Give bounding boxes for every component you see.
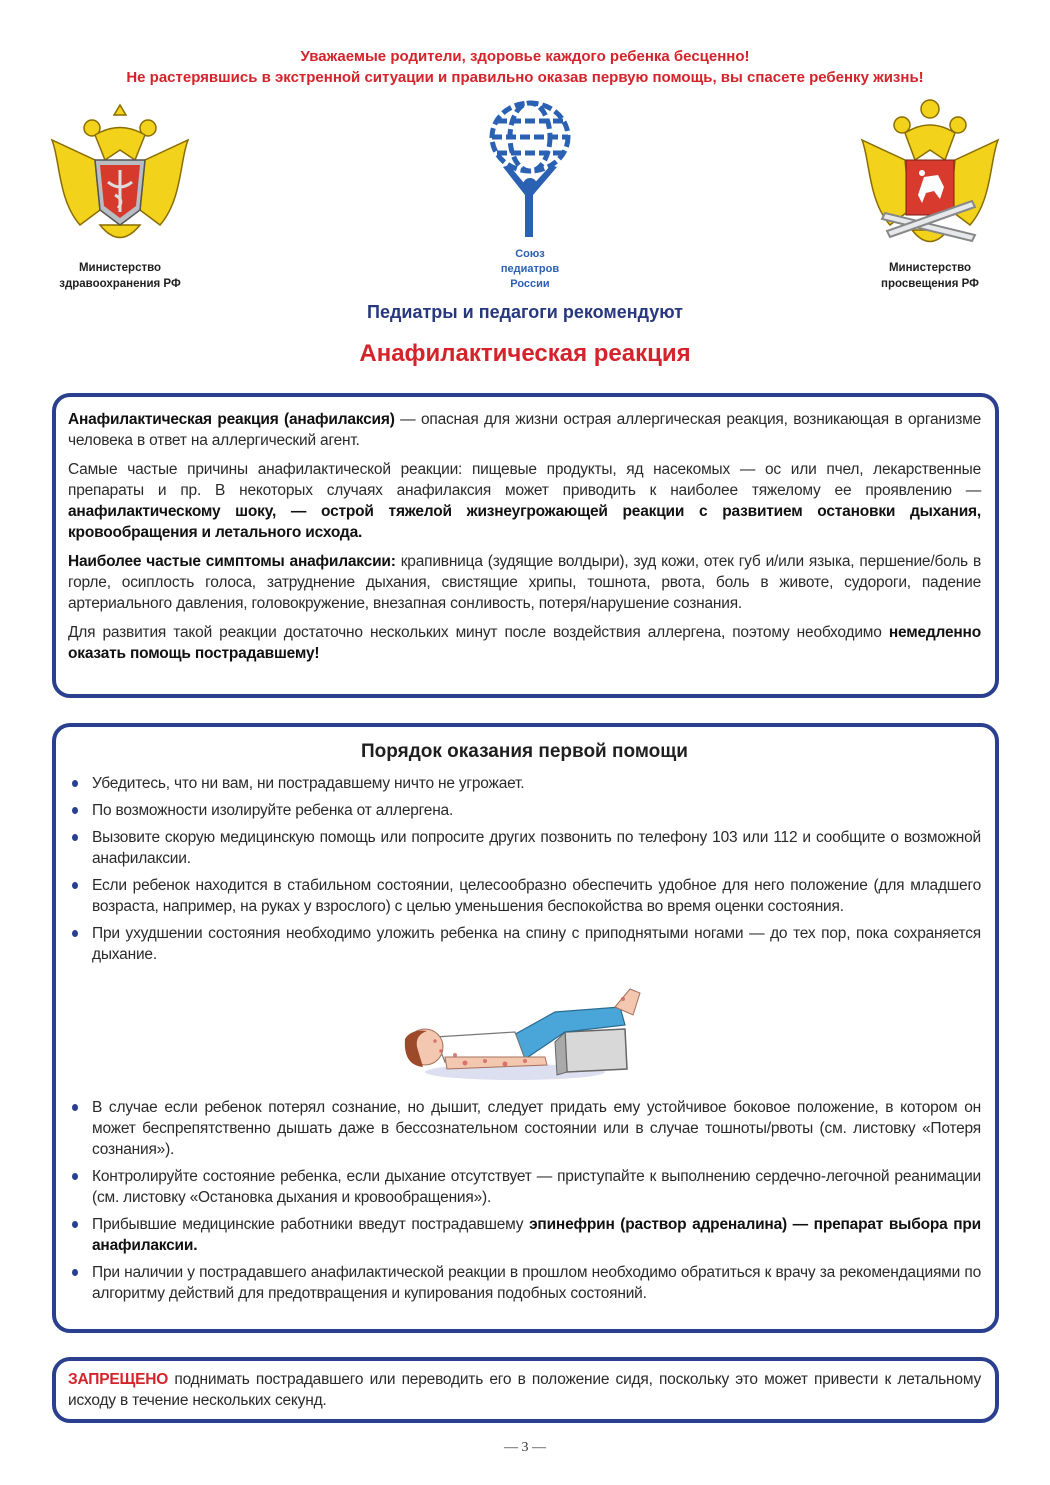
bullet-icon — [72, 1221, 78, 1228]
ministry-health-caption: Министерство здравоохранения РФ — [59, 262, 181, 290]
page-title: Анафилактическая реакция — [359, 340, 691, 367]
bullet-icon — [72, 1104, 78, 1111]
list-item: Вызовите скорую медицинскую помощь или попросите других позвонить по телефону 103 или 112 и сообщите о возможной анафилаксии. — [68, 827, 981, 869]
list-item: Контролируйте состояние ребенка, если дыхание отсутствует — приступайте к выполнению сердечно-легочной реанимации (см. листовку «Остановка дыхания и кровообращения»). — [68, 1166, 981, 1208]
warning-paragraph: ЗАПРЕЩЕНО поднимать пострадавшего или переводить его в положение сидя, поскольку это может привести к летальному исходу в течение нескольких секунд. — [68, 1371, 981, 1409]
list-item: Прибывшие медицинские работники введут пострадавшему эпинефрин (раствор адреналина) — препарат выбора при анафилаксии. — [68, 1214, 981, 1256]
first-aid-box — [52, 723, 999, 1333]
list-item: Убедитесь, что ни вам, ни пострадавшему ничто не угрожает. — [68, 773, 981, 794]
definition-paragraph: Анафилактическая реакция (анафилаксия) — опасная для жизни острая аллергическая реакция, возникающая в организме человека в ответ на аллергический агент. — [68, 411, 981, 449]
ministry-education-caption: Министерство просвещения РФ — [881, 262, 979, 290]
bullet-icon — [72, 780, 78, 787]
header-line-2: Не растерявшись в экстренной ситуации и правильно оказав первую помощь, вы спасете ребенку жизнь! — [126, 69, 924, 86]
list-item: В случае если ребенок потерял сознание, но дышит, следует придать ему устойчивое боковое положение, в котором он может беспрепятственно дышать даже в бессознательном состоянии или в случае тошноты/рвоты (см. листовку «Потеря сознания»). — [68, 1097, 981, 1160]
bullet-icon — [72, 834, 78, 841]
union-caption: Союз педиатров России — [500, 248, 560, 290]
first-aid-title: Порядок оказания первой помощи — [361, 741, 688, 762]
header-banner — [0, 46, 1050, 88]
warning-box — [52, 1357, 999, 1423]
header-line-1: Уважаемые родители, здоровье каждого ребенка бесценно! — [300, 48, 750, 65]
symptoms-paragraph: Наиболее частые симптомы анафилаксии: крапивница (зудящие волдыри), зуд кожи, отек губ и/или языка, першение/боль в горле, осиплость голоса, затруднение дыхания, свистящие хрипы, тошнота, рвота, боль в животе, судороги, падение артериального давления, головокружение, внезапная сонливость, потеря/нарушение сознания. — [68, 553, 981, 612]
list-item: При ухудшении состояния необходимо уложить ребенка на спину с приподнятыми ногами — до тех пор, пока сохраняется дыхание. — [68, 923, 981, 965]
double-headed-eagle-education-icon — [850, 95, 1010, 255]
info-box — [52, 393, 999, 698]
union-of-pediatricians-logo — [475, 97, 585, 297]
bullet-icon — [72, 807, 78, 814]
subtitle: Педиатры и педагоги рекомендуют — [367, 302, 683, 322]
causes-paragraph: Самые частые причины анафилактической реакции: пищевые продукты, яд насекомых — ос или пчел, лекарственные препараты и пр. В некоторых случаях анафилаксия может приводить к наиболее тяжелому ее проявлению — анафилактическому шоку, — острой тяжелой жизнеугрожающей реакции с развитием остановки дыхания, кровообращения и летального исхода. — [68, 461, 981, 541]
page-number: — 3 — — [504, 1440, 546, 1455]
raised-legs-position-illustration — [375, 977, 675, 1087]
list-item: Если ребенок находится в стабильном состоянии, целесообразно обеспечить удобное для него положение (для младшего возраста, например, на руках у взрослого) с целью уменьшения беспокойства во время оценки состояния. — [68, 875, 981, 917]
ministry-health-emblem — [40, 100, 200, 300]
list-item: При наличии у пострадавшего анафилактической реакции в прошлом необходимо обратиться к врачу за рекомендациями по алгоритму действий для предотвращения и купирования подобных состояний. — [68, 1262, 981, 1304]
globe-person-icon — [475, 97, 585, 247]
warning-label: ЗАПРЕЩЕНО — [68, 1371, 169, 1388]
bullet-icon — [72, 1269, 78, 1276]
bullet-icon — [72, 1173, 78, 1180]
urgency-paragraph: Для развития такой реакции достаточно нескольких минут после воздействия аллергена, поэтому необходимо немедленно оказать помощь пострадавшему! — [68, 624, 981, 662]
child-lying-with-raised-legs-icon — [375, 977, 675, 1087]
ministry-education-emblem — [850, 95, 1010, 295]
bullet-icon — [72, 882, 78, 889]
bullet-icon — [72, 930, 78, 937]
double-headed-eagle-health-icon — [40, 100, 200, 255]
list-item: По возможности изолируйте ребенка от аллергена. — [68, 800, 981, 821]
